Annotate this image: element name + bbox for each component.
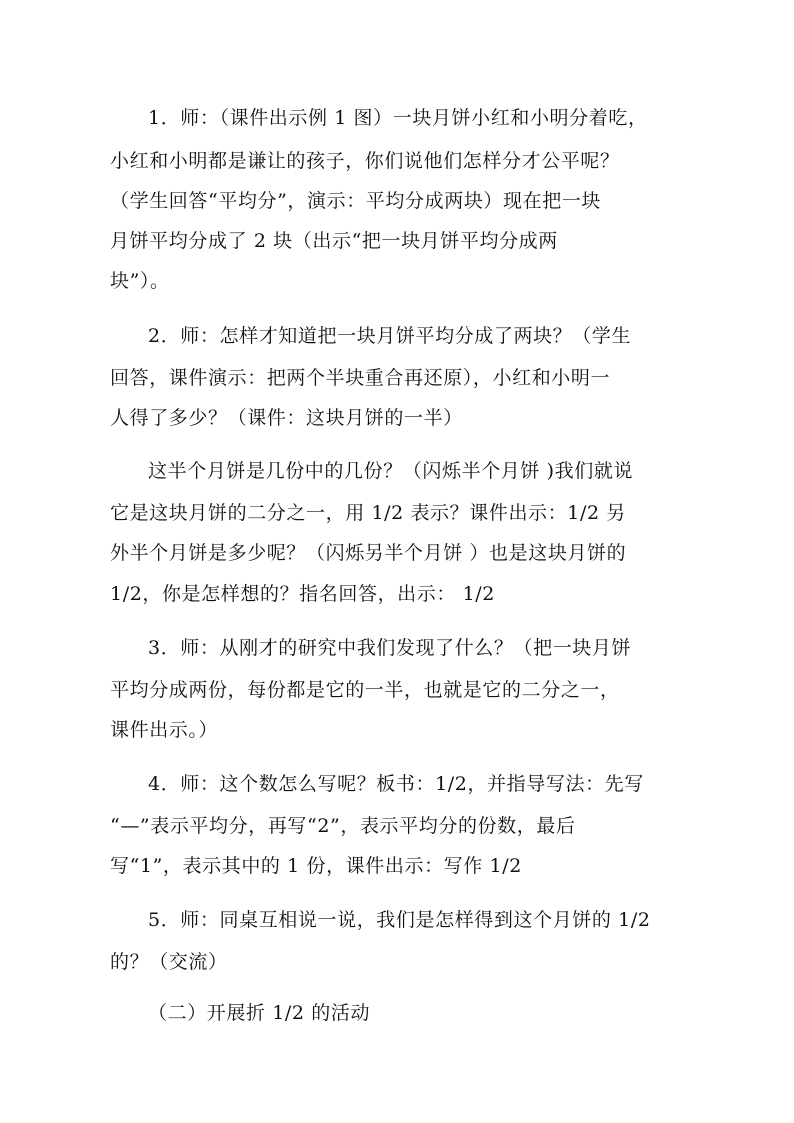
text-line: 课件出示。）: [110, 719, 219, 741]
text-line: “—”表示平均分，再写“2”，表示平均分的份数，最后: [110, 815, 576, 837]
text-line: 月饼平均分成了 2 块（出示“把一块月饼平均分成两: [110, 230, 558, 252]
text-line: 外半个月饼是多少呢？（闪烁另半个月饼 ）也是这块月饼的: [110, 542, 627, 564]
text-line: 人得了多少？（课件：这块月饼的一半）: [110, 407, 463, 429]
text-line: 3．师：从刚才的研究中我们发现了什么？（把一块月饼: [148, 637, 632, 659]
text-line: （二）开展折 1/2 的活动: [148, 1002, 371, 1024]
text-line: 回答，课件演示：把两个半块重合再还原），小红和小明一: [110, 367, 611, 389]
text-line: 的？（交流）: [110, 951, 228, 973]
text-line: 5．师：同桌互相说一说，我们是怎样得到这个月饼的 1/2: [148, 909, 651, 931]
text-line: 4．师：这个数怎么写呢？板书：1/2，并指导写法：先写: [148, 773, 644, 795]
text-line: （学生回答“平均分”，演示：平均分成两块）现在把一块: [110, 190, 602, 212]
text-line: 1．师：（课件出示例 1 图）一块月饼小红和小明分着吃，: [148, 107, 648, 129]
text-line: 写“1”，表示其中的 1 份，课件出示：写作 1/2: [110, 855, 522, 877]
text-line: 平均分成两份，每份都是它的一半，也就是它的二分之一，: [110, 679, 620, 701]
text-line: 2．师：怎样才知道把一块月饼平均分成了两块？（学生: [148, 325, 632, 347]
text-line: 块”）。: [110, 270, 170, 292]
text-line: 小红和小明都是谦让的孩子，你们说他们怎样分才公平呢？: [110, 150, 620, 172]
text-line: 1/2，你是怎样想的？指名回答，出示： 1/2: [110, 583, 495, 605]
text-line: 它是这块月饼的二分之一，用 1/2 表示？课件出示：1/2 另: [110, 502, 626, 524]
text-line: 这半个月饼是几份中的几份？（闪烁半个月饼 )我们就说: [148, 460, 634, 482]
